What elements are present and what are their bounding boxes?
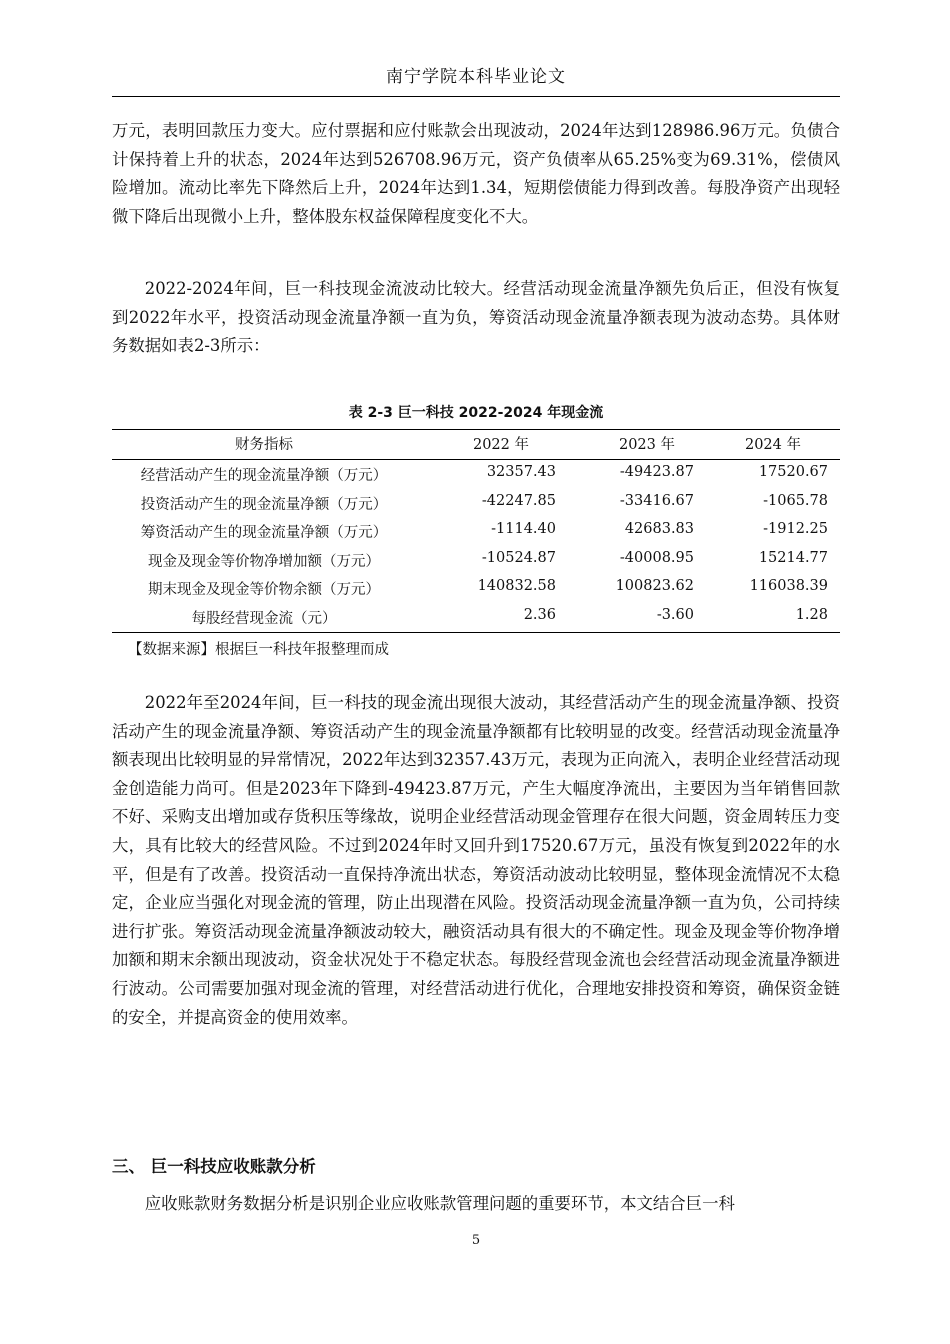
paragraph-cashflow-intro: 2022-2024年间，巨一科技现金流波动比较大。经营活动现金流量净额先负后正，但没有恢复到2022年水平，投资活动现金流量净额一直为负，筹资活动现金流量净额表现为波动态势。具体财务数据如表2-3所示： — [112, 279, 840, 356]
table-header-row — [112, 429, 840, 458]
header-indicator: 财务指标 — [235, 437, 293, 453]
table-bottom-rule — [112, 632, 840, 633]
row-label: 每股经营现金流（元） — [191, 611, 337, 627]
row-label: 现金及现金等价物净增加额（万元） — [148, 554, 380, 570]
table-row — [112, 574, 840, 603]
table-row — [112, 460, 840, 489]
value-2024: 17520.67 — [758, 464, 828, 480]
value-2023: 100823.62 — [615, 578, 694, 594]
value-2024: 1.28 — [795, 607, 828, 623]
value-2024: 116038.39 — [749, 578, 828, 594]
value-2022: 32357.43 — [486, 464, 556, 480]
header-2023: 2023 年 — [618, 437, 675, 453]
paragraph-cashflow-analysis: 2022年至2024年间，巨一科技的现金流出现很大波动，其经营活动产生的现金流量净额、投资活动产生的现金流量净额、筹资活动产生的现金流量净额都有比较明显的改变。经营活动现金流量净额表现出比较明显的异常情况，2022年达到32357.43万元，表现为正向流入，表明企业经营活动现金创造能力尚可。但是2023年下降到-49423.87万元，产生大幅度净流出，主要因为当年销售回款不好、采购支出增加或存货积压等缘故，说明企业经营活动现金管理存在很大问题，资金周转压力变大，具有比较大的经营风险。不过到2024年时又回升到17520.67万元，虽没有恢复到2022年的水平，但是有了改善。投资活动一直保持净流出状态，筹资活动波动比较明显，整体现金流情况不太稳定，企业应当强化对现金流的管理，防止出现潜在风险。投资活动现金流量净额一直为负，公司持续进行扩张。筹资活动现金流量净额波动较大，融资活动具有很大的不确定性。现金及现金等价物净增加额和期末余额出现波动，资金状况处于不稳定状态。每股经营现金流也会经营活动现金流量净额进行波动。公司需要加强对现金流的管理，对经营活动进行优化，合理地安排投资和筹资，确保资金链的安全，并提高资金的使用效率。 — [112, 693, 840, 1027]
header-2024: 2024 年 — [744, 437, 801, 453]
value-2023: 42683.83 — [624, 521, 694, 537]
header-2022: 2022 年 — [472, 437, 529, 453]
value-2022: -1114.40 — [491, 521, 556, 537]
value-2023: -49423.87 — [619, 464, 694, 480]
row-label: 经营活动产生的现金流量净额（万元） — [140, 468, 388, 484]
value-2024: -1912.25 — [763, 521, 828, 537]
row-label: 期末现金及现金等价物余额（万元） — [148, 582, 380, 598]
value-2024: 15214.77 — [758, 550, 828, 566]
value-2022: 140832.58 — [477, 578, 556, 594]
value-2024: -1065.78 — [763, 493, 828, 509]
table-caption: 表 2-3 巨一科技 2022-2024 年现金流 — [348, 405, 604, 421]
table-row — [112, 603, 840, 632]
table-source-note: 【数据来源】根据巨一科技年报整理而成 — [128, 642, 389, 658]
table-row — [112, 517, 840, 546]
row-label: 筹资活动产生的现金流量净额（万元） — [140, 525, 388, 541]
page-number: 5 — [471, 1233, 481, 1248]
section-heading: 三、 巨一科技应收账款分析 — [112, 1157, 316, 1176]
page-header: 南宁学院本科毕业论文 — [386, 67, 566, 87]
value-2023: -33416.67 — [619, 493, 694, 509]
paragraph-balance-sheet: 万元，表明回款压力变大。应付票据和应付账款会出现波动，2024年达到128986.96万元。负债合计保持着上升的状态，2024年达到526708.96万元，资产负债率从65.25%变为69.31%，偿债风险增加。流动比率先下降然后上升，2024年达到1.34，短期偿债能力得到改善。每股净资产出现轻微下降后出现微小上升，整体股东权益保障程度变化不大。 — [112, 121, 840, 226]
header-divider — [112, 96, 840, 97]
table-row — [112, 489, 840, 518]
value-2022: -42247.85 — [481, 493, 556, 509]
value-2022: 2.36 — [523, 607, 556, 623]
value-2022: -10524.87 — [481, 550, 556, 566]
table-row — [112, 546, 840, 575]
paragraph-receivables-intro: 应收账款财务数据分析是识别企业应收账款管理问题的重要环节，本文结合巨一科 — [144, 1194, 735, 1213]
value-2023: -3.60 — [656, 607, 694, 623]
row-label: 投资活动产生的现金流量净额（万元） — [140, 497, 388, 513]
value-2023: -40008.95 — [619, 550, 694, 566]
